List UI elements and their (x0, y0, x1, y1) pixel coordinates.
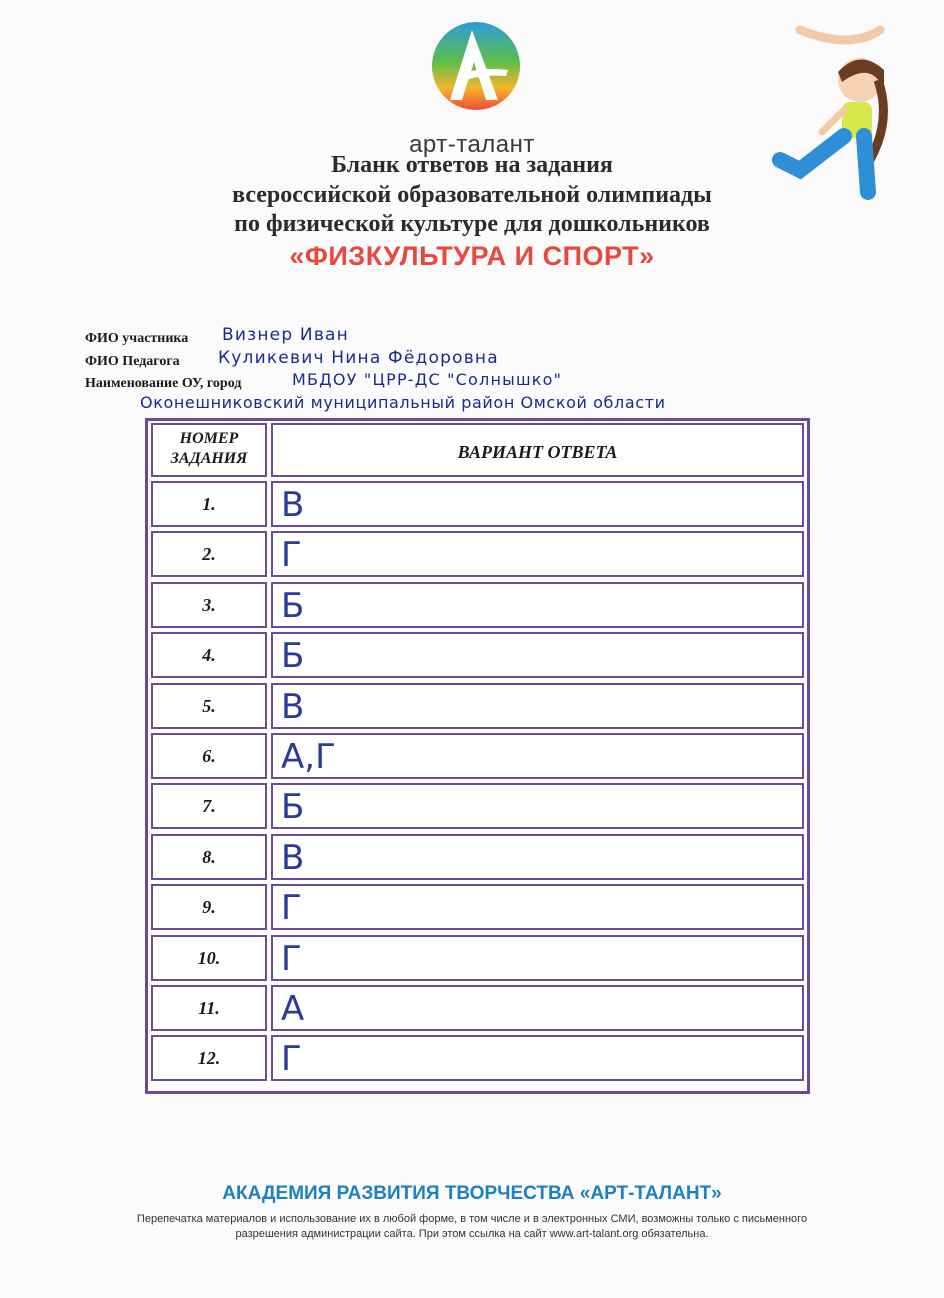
answer-value: Г (281, 535, 302, 575)
teacher-label: ФИО Педагога (85, 354, 180, 369)
answer-value: В (281, 687, 305, 727)
table-row (148, 783, 807, 829)
task-number-cell: 1. (151, 481, 267, 527)
participant-value: Визнер Иван (222, 325, 349, 345)
footer-copyright-note: Перепечатка материалов и использование их в любой форме, в том числе и в электронных СМИ, возможны только с письменного разрешения администрации сайта. При этом ссылка на сайт www.art-talant.org обязательна. (136, 1213, 808, 1240)
table-row (148, 683, 807, 729)
task-number-cell: 12. (151, 1035, 267, 1081)
task-number-cell: 10. (151, 935, 267, 981)
table-row (148, 884, 807, 930)
answer-cell (271, 683, 804, 729)
answer-value: В (281, 485, 305, 525)
task-number-cell: 9. (151, 884, 267, 930)
table-row (148, 632, 807, 678)
table-header-row (148, 423, 807, 477)
table-row (148, 531, 807, 577)
table-row (148, 985, 807, 1031)
table-row (148, 481, 807, 527)
answer-cell (271, 935, 804, 981)
answer-cell (271, 1035, 804, 1081)
task-number-cell: 8. (151, 834, 267, 880)
header-answer-variant: ВАРИАНТ ОТВЕТА (271, 423, 804, 477)
answer-value: Г (281, 1039, 302, 1079)
task-number-cell: 4. (151, 632, 267, 678)
answer-value: Б (281, 787, 305, 827)
org-label: Наименование ОУ, город (85, 376, 242, 391)
task-number-cell: 5. (151, 683, 267, 729)
olympiad-subtitle: «ФИЗКУЛЬТУРА И СПОРТ» (289, 241, 655, 271)
answer-value: В (281, 838, 305, 878)
answer-cell (271, 985, 804, 1031)
title-line-1: Бланк ответов на задания (331, 152, 613, 178)
answers-table (145, 418, 810, 1094)
table-row (148, 1035, 807, 1081)
task-number-cell: 11. (151, 985, 267, 1031)
task-number-cell: 2. (151, 531, 267, 577)
answer-cell (271, 582, 804, 628)
answer-cell (271, 531, 804, 577)
teacher-value: Куликевич Нина Фёдоровна (218, 348, 499, 368)
table-row (148, 582, 807, 628)
answer-value: Г (281, 939, 302, 979)
answer-cell (271, 733, 804, 779)
task-number-cell: 3. (151, 582, 267, 628)
answer-cell (271, 481, 804, 527)
answer-value: Б (281, 586, 305, 626)
org-value-line2: Оконешниковский муниципальный район Омской области (140, 393, 666, 412)
answer-cell (271, 783, 804, 829)
footer-academy-title: АКАДЕМИЯ РАЗВИТИЯ ТВОРЧЕСТВА «АРТ-ТАЛАНТ» (222, 1183, 722, 1204)
answer-value: Б (281, 636, 305, 676)
answer-value: Г (281, 888, 302, 928)
table-row (148, 733, 807, 779)
title-line-2: всероссийской образовательной олимпиады (232, 182, 712, 208)
participant-label: ФИО участника (85, 331, 189, 346)
table-row (148, 935, 807, 981)
answer-cell (271, 884, 804, 930)
org-value-line1: МБДОУ "ЦРР-ДС "Солнышко" (292, 370, 563, 389)
answer-value: А (281, 989, 305, 1029)
table-row (148, 834, 807, 880)
answer-value: А,Г (281, 737, 336, 777)
answer-cell (271, 834, 804, 880)
header-task-number: НОМЕР ЗАДАНИЯ (151, 423, 267, 477)
art-talant-logo (428, 18, 524, 114)
brand-name: арт-талант (409, 131, 535, 158)
task-number-cell: 7. (151, 783, 267, 829)
title-line-3: по физической культуре для дошкольников (234, 211, 710, 237)
task-number-cell: 6. (151, 733, 267, 779)
answer-cell (271, 632, 804, 678)
